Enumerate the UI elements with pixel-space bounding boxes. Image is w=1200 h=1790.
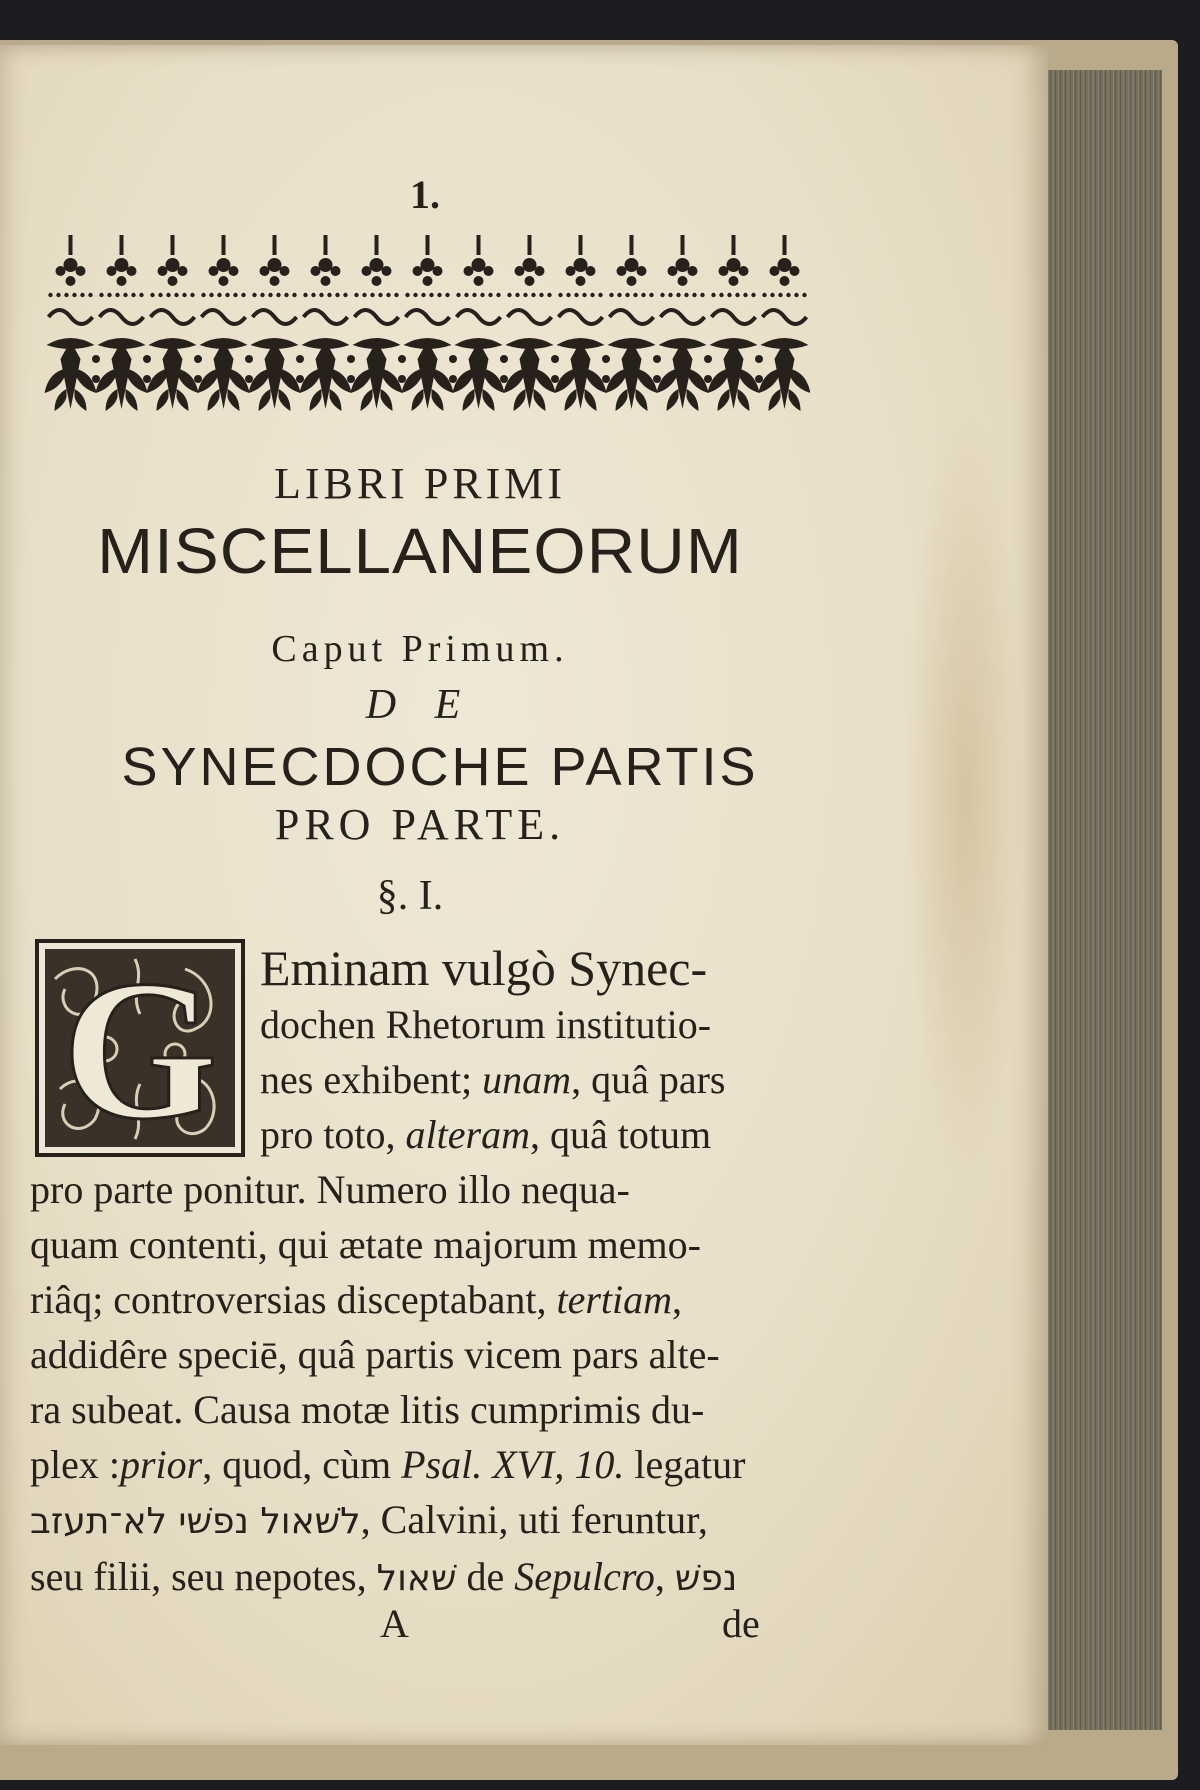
- body-line-11: לשׁאול נפשׁי לא־תעזב, Calvini, uti feruntur,: [30, 1497, 708, 1542]
- book-page: [0, 45, 1048, 1745]
- page-number: 1.: [410, 172, 440, 217]
- body-line-8: addidêre speciē, quâ partis vicem pars alte-: [30, 1332, 720, 1377]
- chapter-heading: Caput Primum.: [271, 628, 569, 670]
- body-line-5: pro parte ponitur. Numero illo nequa-: [30, 1167, 630, 1212]
- chapter-subtitle-line2: PRO PARTE.: [274, 800, 566, 849]
- chapter-de: D E: [365, 682, 475, 728]
- page-edges: [1040, 70, 1162, 1730]
- body-line-9: ra subeat. Causa motæ litis cumprimis du-: [30, 1387, 705, 1432]
- body-line-10: plex :prior, quod, cùm Psal. XVI, 10. legatur: [30, 1442, 746, 1487]
- body-line-6: quam contenti, qui ætate majorum memo-: [30, 1222, 701, 1267]
- body-line-3: nes exhibent; unam, quâ pars: [260, 1057, 726, 1102]
- catchword: de: [722, 1601, 760, 1646]
- initial-letter: G: [62, 940, 218, 1157]
- body-line-7: riâq; controversias disceptabant, tertiam,: [30, 1277, 683, 1322]
- signature-mark: A: [380, 1601, 409, 1646]
- main-title: MISCELLANEORUM: [97, 515, 743, 587]
- running-title: LIBRI PRIMI: [273, 459, 567, 508]
- body-line-12: seu filii, seu nepotes, שׁאול de Sepulcro, נפשׁ: [30, 1554, 738, 1599]
- page-stain: [905, 405, 1025, 1185]
- body-line-4: pro toto, alteram, quâ totum: [260, 1112, 712, 1157]
- decorated-initial-g: [35, 939, 245, 1157]
- body-text: [30, 939, 810, 1606]
- chapter-subtitle-line1: SYNECDOCHE PARTIS: [121, 737, 759, 797]
- section-mark: §. I.: [376, 873, 444, 919]
- text-block: [30, 172, 810, 1606]
- fleuron-ornament-band: [30, 229, 810, 429]
- body-line-2: dochen Rhetorum institutio-: [260, 1002, 712, 1047]
- body-line-1: Eminam vulgò Synec-: [260, 940, 708, 996]
